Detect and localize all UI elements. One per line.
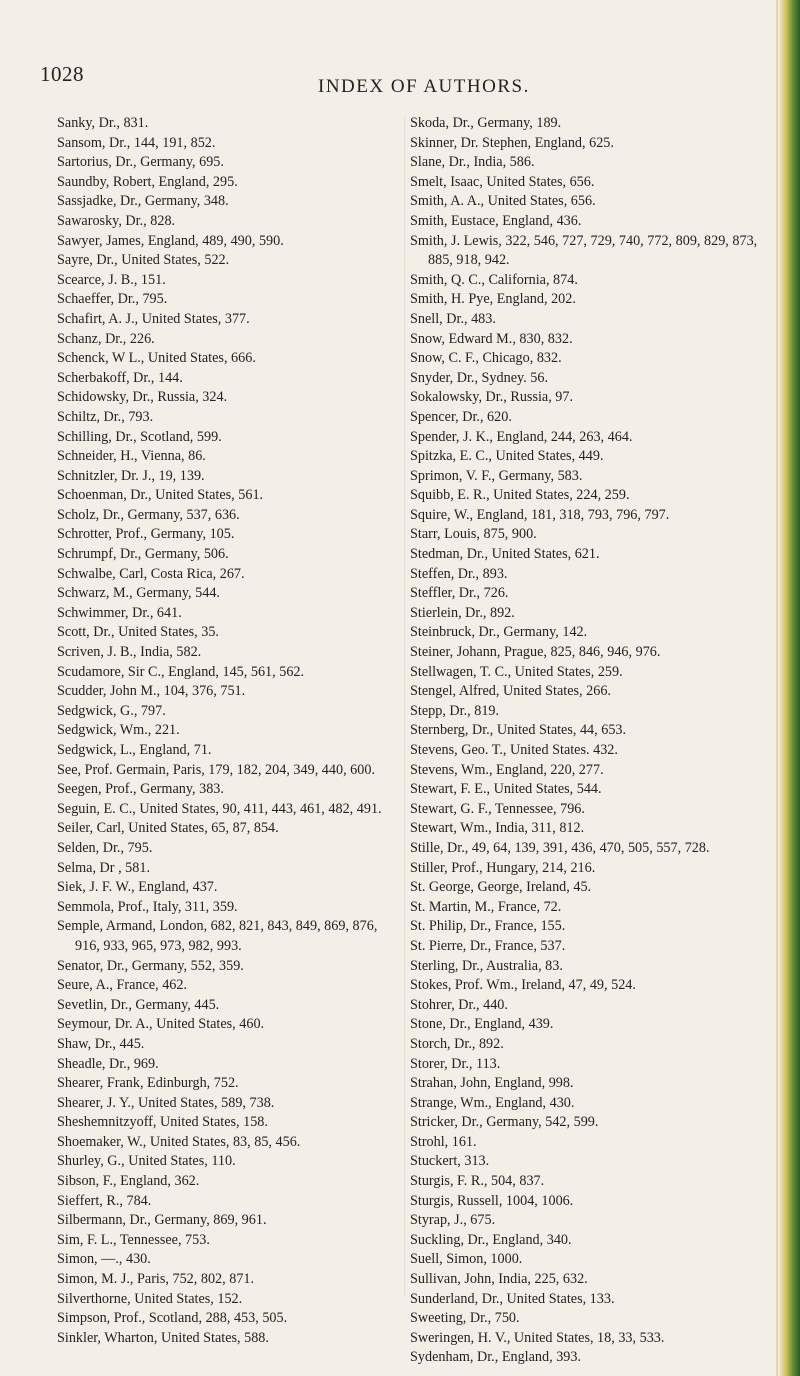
index-entry: Sturgis, Russell, 1004, 1006. — [410, 1192, 574, 1209]
index-entry: Shurley, G., United States, 110. — [57, 1153, 236, 1170]
index-entry: Stewart, Wm., India, 311, 812. — [410, 820, 585, 837]
index-entry: Sprimon, V. F., Germany, 583. — [410, 467, 583, 484]
index-entry: Schrumpf, Dr., Germany, 506. — [57, 546, 229, 563]
index-entry: Saundby, Robert, England, 295. — [57, 173, 238, 190]
index-entry: St. Philip, Dr., France, 155. — [410, 918, 566, 935]
index-entry: Smith, H. Pye, England, 202. — [410, 291, 576, 308]
index-entry: Silbermann, Dr., Germany, 869, 961. — [57, 1212, 267, 1229]
index-entry: Spitzka, E. C., United States, 449. — [410, 448, 604, 465]
index-entry: Seure, A., France, 462. — [57, 977, 188, 994]
index-entry: Stuckert, 313. — [410, 1153, 490, 1170]
index-entry: Starr, Louis, 875, 900. — [410, 526, 537, 543]
index-entry: Sturgis, F. R., 504, 837. — [410, 1173, 545, 1190]
index-entry: Strohl, 161. — [410, 1133, 477, 1150]
index-entry: Skoda, Dr., Germany, 189. — [410, 115, 562, 131]
index-entry: Suckling, Dr., England, 340. — [410, 1231, 572, 1248]
index-entry: Scholz, Dr., Germany, 537, 636. — [57, 506, 240, 523]
index-entry: Siek, J. F. W., England, 437. — [57, 879, 218, 896]
index-entry: Shearer, J. Y., United States, 589, 738. — [57, 1094, 275, 1111]
page-number: 1028 — [40, 62, 84, 86]
index-column-left — [57, 114, 397, 1348]
index-entry: Storch, Dr., 892. — [410, 1035, 504, 1052]
index-entry: Sassjadke, Dr., Germany, 348. — [57, 193, 229, 210]
index-entry: Sawarosky, Dr., 828. — [57, 212, 176, 229]
index-entry: Sawyer, James, England, 489, 490, 590. — [57, 232, 284, 249]
index-entry: Simon, M. J., Paris, 752, 802, 871. — [57, 1271, 255, 1288]
index-entry: Scott, Dr., United States, 35. — [57, 624, 219, 641]
index-entry: Scherbakoff, Dr., 144. — [57, 369, 183, 386]
index-entry: Squire, W., England, 181, 318, 793, 796, 797. — [410, 506, 670, 523]
index-entry: Stevens, Wm., England, 220, 277. — [410, 761, 604, 778]
index-entry: Strahan, John, England, 998. — [410, 1075, 574, 1092]
index-entry: Sim, F. L., Tennessee, 753. — [57, 1231, 210, 1248]
index-entry: Strange, Wm., England, 430. — [410, 1094, 575, 1111]
index-entry: Semple, Armand, London, 682, 821, 843, 849, 869, 876, 916, 933, 965, 973, 982, 993. — [57, 918, 378, 954]
index-entry: Styrap, J., 675. — [410, 1212, 496, 1229]
index-entry: Snow, C. F., Chicago, 832. — [410, 350, 562, 367]
index-entry: Schaeffer, Dr., 795. — [57, 291, 168, 308]
index-entry: Stedman, Dr., United States, 621. — [410, 546, 600, 563]
index-entry: Storer, Dr., 113. — [410, 1055, 501, 1072]
index-entry: Sedgwick, Wm., 221. — [57, 722, 180, 739]
index-entry: Spencer, Dr., 620. — [410, 408, 512, 425]
index-entry: Simpson, Prof., Scotland, 288, 453, 505. — [57, 1310, 288, 1327]
index-entry: Stille, Dr., 49, 64, 139, 391, 436, 470, 505, 557, 728. — [410, 839, 710, 856]
index-entry: St. George, George, Ireland, 45. — [410, 879, 592, 896]
index-entry: Schilling, Dr., Scotland, 599. — [57, 428, 222, 445]
index-entry: Stone, Dr., England, 439. — [410, 1016, 554, 1033]
index-entry: Stevens, Geo. T., United States. 432. — [410, 742, 618, 758]
index-entry: Smith, J. Lewis, 322, 546, 727, 729, 740, 772, 809, 829, 873, 885, 918, 942. — [410, 232, 758, 269]
index-entry: Suell, Simon, 1000. — [410, 1251, 523, 1268]
index-entry: St. Pierre, Dr., France, 537. — [410, 937, 566, 954]
index-entry: Sanky, Dr., 831. — [57, 115, 149, 131]
index-entry: Stohrer, Dr., 440. — [410, 996, 508, 1013]
index-entry: Seguin, E. C., United States, 90, 411, 443, 461, 482, 491. — [57, 800, 382, 817]
index-entry: Sevetlin, Dr., Germany, 445. — [57, 996, 220, 1013]
index-entry: Seegen, Prof., Germany, 383. — [57, 781, 224, 798]
index-entry: Seymour, Dr. A., United States, 460. — [57, 1016, 265, 1033]
index-entry: Scudamore, Sir C., England, 145, 561, 562. — [57, 663, 305, 680]
index-entry: Scudder, John M., 104, 376, 751. — [57, 683, 246, 700]
index-entry: Schneider, H., Vienna, 86. — [57, 448, 206, 465]
index-entry: Stewart, F. E., United States, 544. — [410, 781, 602, 798]
index-entry: Sweeting, Dr., 750. — [410, 1310, 520, 1327]
index-entry: Sinkler, Wharton, United States, 588. — [57, 1329, 269, 1346]
index-entry: Stepp, Dr., 819. — [410, 702, 500, 719]
index-entry: Seiler, Carl, United States, 65, 87, 854. — [57, 820, 279, 837]
index-entry: Schanz, Dr., 226. — [57, 330, 155, 347]
index-entry: Steffen, Dr., 893. — [410, 565, 508, 582]
index-entry: Sydenham, Dr., England, 393. — [410, 1349, 582, 1366]
index-entry: Steinbruck, Dr., Germany, 142. — [410, 624, 588, 641]
column-divider — [404, 116, 405, 1296]
index-entry: Sedgwick, G., 797. — [57, 702, 166, 719]
index-entry: Sedgwick, L., England, 71. — [57, 742, 212, 758]
index-entry: Semmola, Prof., Italy, 311, 359. — [57, 898, 238, 915]
index-entry: Shoemaker, W., United States, 83, 85, 456. — [57, 1133, 301, 1150]
index-entry: Sullivan, John, India, 225, 632. — [410, 1271, 588, 1288]
index-entry: Snell, Dr., 483. — [410, 310, 496, 327]
index-entry: Sweringen, H. V., United States, 18, 33, 533. — [410, 1329, 665, 1346]
index-column-right — [410, 114, 780, 1368]
index-entry: Schwarz, M., Germany, 544. — [57, 585, 220, 602]
index-entry: Schiltz, Dr., 793. — [57, 408, 154, 425]
index-entry: Sunderland, Dr., United States, 133. — [410, 1290, 615, 1307]
index-entry: Shaw, Dr., 445. — [57, 1035, 145, 1052]
index-entry: Smith, Eustace, England, 436. — [410, 212, 582, 229]
index-entry: Simon, —., 430. — [57, 1251, 151, 1268]
index-entry: Silverthorne, United States, 152. — [57, 1290, 243, 1307]
index-entry: Steiner, Johann, Prague, 825, 846, 946, 976. — [410, 644, 661, 661]
index-entry: See, Prof. Germain, Paris, 179, 182, 204, 349, 440, 600. — [57, 761, 376, 778]
index-entry: Snow, Edward M., 830, 832. — [410, 330, 573, 347]
index-entry: Schwalbe, Carl, Costa Rica, 267. — [57, 565, 245, 582]
index-entry: Smelt, Isaac, United States, 656. — [410, 173, 595, 190]
index-entry: Sterling, Dr., Australia, 83. — [410, 957, 563, 974]
index-entry: Schwimmer, Dr., 641. — [57, 604, 182, 621]
index-entry: Steffler, Dr., 726. — [410, 585, 509, 602]
running-header: INDEX OF AUTHORS. — [318, 76, 530, 97]
index-entry: Schafirt, A. J., United States, 377. — [57, 310, 250, 327]
index-entry: Schoenman, Dr., United States, 561. — [57, 487, 264, 504]
index-entry: Squibb, E. R., United States, 224, 259. — [410, 487, 630, 504]
index-entry: St. Martin, M., France, 72. — [410, 898, 562, 915]
book-edge — [778, 0, 800, 1376]
index-entry: Schidowsky, Dr., Russia, 324. — [57, 389, 228, 406]
index-entry: Smith, Q. C., California, 874. — [410, 271, 578, 288]
index-entry: Sartorius, Dr., Germany, 695. — [57, 154, 224, 171]
index-entry: Stellwagen, T. C., United States, 259. — [410, 663, 623, 680]
index-entry: Senator, Dr., Germany, 552, 359. — [57, 957, 244, 974]
index-entry: Schenck, W L., United States, 666. — [57, 350, 256, 367]
index-entry: Stokes, Prof. Wm., Ireland, 47, 49, 524. — [410, 977, 636, 994]
index-entry: Smith, A. A., United States, 656. — [410, 193, 596, 210]
index-entry: Skinner, Dr. Stephen, England, 625. — [410, 134, 614, 151]
index-entry: Sternberg, Dr., United States, 44, 653. — [410, 722, 627, 739]
index-entry: Scearce, J. B., 151. — [57, 271, 166, 288]
index-entry: Sheshemnitzyoff, United States, 158. — [57, 1114, 268, 1131]
index-entry: Stierlein, Dr., 892. — [410, 604, 515, 621]
index-entry: Selden, Dr., 795. — [57, 839, 153, 856]
index-entry: Scriven, J. B., India, 582. — [57, 644, 202, 661]
index-entry: Selma, Dr , 581. — [57, 859, 150, 876]
index-entry: Sokalowsky, Dr., Russia, 97. — [410, 389, 574, 406]
index-entry: Stengel, Alfred, United States, 266. — [410, 683, 611, 700]
index-entry: Stewart, G. F., Tennessee, 796. — [410, 800, 585, 817]
index-entry: Sayre, Dr., United States, 522. — [57, 252, 230, 269]
index-entry: Schnitzler, Dr. J., 19, 139. — [57, 467, 205, 484]
index-entry: Shearer, Frank, Edinburgh, 752. — [57, 1075, 239, 1092]
index-entry: Schrotter, Prof., Germany, 105. — [57, 526, 235, 543]
index-entry: Slane, Dr., India, 586. — [410, 154, 535, 171]
index-entry: Stiller, Prof., Hungary, 214, 216. — [410, 859, 596, 876]
index-entry: Sheadle, Dr., 969. — [57, 1055, 159, 1072]
index-entry: Stricker, Dr., Germany, 542, 599. — [410, 1114, 599, 1131]
index-entry: Snyder, Dr., Sydney. 56. — [410, 369, 549, 386]
index-entry: Sibson, F., England, 362. — [57, 1173, 200, 1190]
index-entry: Spender, J. K., England, 244, 263, 464. — [410, 428, 633, 445]
index-entry: Sansom, Dr., 144, 191, 852. — [57, 134, 216, 151]
index-entry: Sieffert, R., 784. — [57, 1192, 152, 1209]
